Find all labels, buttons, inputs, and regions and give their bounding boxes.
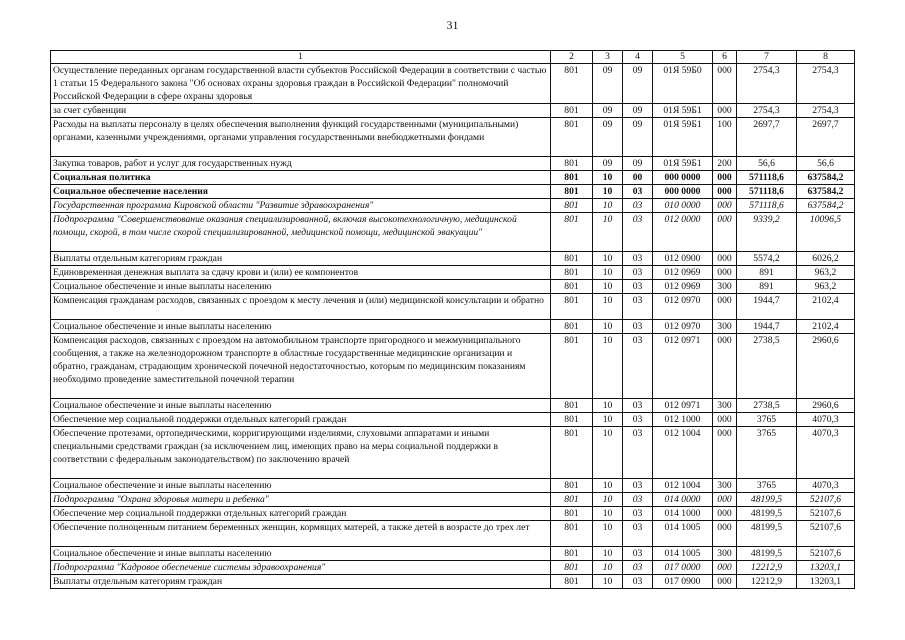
expense-type-cell: 000 <box>713 413 737 427</box>
target-article-cell: 01Я 59Б1 <box>653 118 713 157</box>
target-article-cell: 000 0000 <box>653 185 713 199</box>
subsection-code-cell: 03 <box>623 413 653 427</box>
amount-year-1-cell: 571118,6 <box>737 171 797 185</box>
target-article-cell: 017 0000 <box>653 561 713 575</box>
expense-name-cell: Обеспечение мер социальной поддержки отдельных категорий граждан <box>51 507 551 521</box>
target-article-cell: 012 0971 <box>653 399 713 413</box>
amount-year-1-cell: 12212,9 <box>737 561 797 575</box>
expense-name-cell: Социальная политика <box>51 171 551 185</box>
section-code-cell: 10 <box>593 399 623 413</box>
subsection-code-cell: 03 <box>623 521 653 547</box>
department-code-cell: 801 <box>551 427 593 479</box>
section-code-cell: 10 <box>593 199 623 213</box>
department-code-cell: 801 <box>551 521 593 547</box>
amount-year-1-cell: 48199,5 <box>737 493 797 507</box>
department-code-cell: 801 <box>551 575 593 589</box>
table-row <box>51 547 855 561</box>
section-code-cell: 10 <box>593 185 623 199</box>
subsection-code-cell: 03 <box>623 266 653 280</box>
table-row <box>51 320 855 334</box>
target-article-cell: 014 1005 <box>653 521 713 547</box>
amount-year-1-cell: 1944,7 <box>737 294 797 320</box>
amount-year-2-cell: 4070,3 <box>797 413 855 427</box>
expense-type-cell: 000 <box>713 185 737 199</box>
amount-year-2-cell: 52107,6 <box>797 493 855 507</box>
amount-year-1-cell: 891 <box>737 280 797 294</box>
department-code-cell: 801 <box>551 252 593 266</box>
subsection-code-cell: 09 <box>623 157 653 171</box>
amount-year-1-cell: 891 <box>737 266 797 280</box>
expense-type-cell: 000 <box>713 266 737 280</box>
table-row <box>51 507 855 521</box>
amount-year-1-cell: 48199,5 <box>737 507 797 521</box>
subsection-code-cell: 03 <box>623 547 653 561</box>
amount-year-2-cell: 10096,5 <box>797 213 855 252</box>
table-row <box>51 479 855 493</box>
amount-year-2-cell: 4070,3 <box>797 427 855 479</box>
amount-year-1-cell: 3765 <box>737 427 797 479</box>
expense-type-cell: 000 <box>713 521 737 547</box>
expense-name-cell: Социальное обеспечение и иные выплаты населению <box>51 479 551 493</box>
amount-year-1-cell: 2754,3 <box>737 104 797 118</box>
section-code-cell: 10 <box>593 575 623 589</box>
target-article-cell: 012 1004 <box>653 479 713 493</box>
subsection-code-cell: 03 <box>623 213 653 252</box>
department-code-cell: 801 <box>551 171 593 185</box>
section-code-cell: 10 <box>593 493 623 507</box>
expense-type-cell: 000 <box>713 493 737 507</box>
section-code-cell: 10 <box>593 479 623 493</box>
table-row <box>51 493 855 507</box>
expense-type-cell: 100 <box>713 118 737 157</box>
department-code-cell: 801 <box>551 104 593 118</box>
expense-name-cell: Социальное обеспечение населения <box>51 185 551 199</box>
amount-year-1-cell: 571118,6 <box>737 199 797 213</box>
target-article-cell: 014 0000 <box>653 493 713 507</box>
subsection-code-cell: 03 <box>623 561 653 575</box>
header-cell: 3 <box>593 51 623 64</box>
section-code-cell: 10 <box>593 171 623 185</box>
expense-name-cell: Социальное обеспечение и иные выплаты населению <box>51 399 551 413</box>
amount-year-1-cell: 2738,5 <box>737 334 797 399</box>
section-code-cell: 10 <box>593 413 623 427</box>
amount-year-1-cell: 9339,2 <box>737 213 797 252</box>
expense-name-cell: Социальное обеспечение и иные выплаты населению <box>51 547 551 561</box>
subsection-code-cell: 03 <box>623 185 653 199</box>
expense-name-cell: Обеспечение полноценным питанием беременных женщин, кормящих матерей, а также детей в возрасте до трех лет <box>51 521 551 547</box>
department-code-cell: 801 <box>551 479 593 493</box>
amount-year-2-cell: 52107,6 <box>797 521 855 547</box>
table-row <box>51 185 855 199</box>
target-article-cell: 01Я 59Б1 <box>653 157 713 171</box>
table-row <box>51 413 855 427</box>
table-row <box>51 64 855 104</box>
amount-year-2-cell: 963,2 <box>797 266 855 280</box>
department-code-cell: 801 <box>551 185 593 199</box>
expense-name-cell: Подпрограмма "Совершенствование оказания специализированной, включая высокотехнологичную, медицинской помощи, скорой, в том числе скорой специализированной, медицинской помощи, медицинской эвакуации" <box>51 213 551 252</box>
amount-year-2-cell: 963,2 <box>797 280 855 294</box>
table-row <box>51 213 855 252</box>
subsection-code-cell: 00 <box>623 171 653 185</box>
expense-type-cell: 000 <box>713 104 737 118</box>
amount-year-2-cell: 13203,1 <box>797 575 855 589</box>
expense-name-cell: Социальное обеспечение и иные выплаты населению <box>51 320 551 334</box>
subsection-code-cell: 03 <box>623 294 653 320</box>
table-row <box>51 280 855 294</box>
subsection-code-cell: 09 <box>623 104 653 118</box>
section-code-cell: 10 <box>593 280 623 294</box>
amount-year-1-cell: 2697,7 <box>737 118 797 157</box>
section-code-cell: 10 <box>593 507 623 521</box>
subsection-code-cell: 03 <box>623 493 653 507</box>
amount-year-2-cell: 2960,6 <box>797 399 855 413</box>
expense-name-cell: Выплаты отдельным категориям граждан <box>51 252 551 266</box>
section-code-cell: 09 <box>593 104 623 118</box>
section-code-cell: 10 <box>593 334 623 399</box>
amount-year-2-cell: 2754,3 <box>797 64 855 104</box>
section-code-cell: 10 <box>593 547 623 561</box>
target-article-cell: 01Я 59Б0 <box>653 64 713 104</box>
expense-name-cell: Единовременная денежная выплата за сдачу крови и (или) ее компонентов <box>51 266 551 280</box>
expense-type-cell: 300 <box>713 320 737 334</box>
amount-year-2-cell: 637584,2 <box>797 185 855 199</box>
section-code-cell: 10 <box>593 294 623 320</box>
expense-type-cell: 000 <box>713 213 737 252</box>
subsection-code-cell: 03 <box>623 252 653 266</box>
amount-year-1-cell: 2738,5 <box>737 399 797 413</box>
department-code-cell: 801 <box>551 493 593 507</box>
target-article-cell: 000 0000 <box>653 171 713 185</box>
amount-year-1-cell: 12212,9 <box>737 575 797 589</box>
expense-name-cell: Закупка товаров, работ и услуг для государственных нужд <box>51 157 551 171</box>
amount-year-1-cell: 1944,7 <box>737 320 797 334</box>
expense-name-cell: Социальное обеспечение и иные выплаты населению <box>51 280 551 294</box>
subsection-code-cell: 03 <box>623 199 653 213</box>
target-article-cell: 012 0971 <box>653 334 713 399</box>
department-code-cell: 801 <box>551 64 593 104</box>
subsection-code-cell: 03 <box>623 320 653 334</box>
department-code-cell: 801 <box>551 413 593 427</box>
subsection-code-cell: 03 <box>623 427 653 479</box>
amount-year-1-cell: 3765 <box>737 479 797 493</box>
section-code-cell: 10 <box>593 213 623 252</box>
target-article-cell: 014 1000 <box>653 507 713 521</box>
subsection-code-cell: 03 <box>623 399 653 413</box>
expense-type-cell: 000 <box>713 64 737 104</box>
amount-year-2-cell: 2102,4 <box>797 320 855 334</box>
expense-name-cell: Компенсация гражданам расходов, связанных с проездом к месту лечения и (или) медицинской консультации и обратно <box>51 294 551 320</box>
table-row <box>51 157 855 171</box>
target-article-cell: 012 1004 <box>653 427 713 479</box>
amount-year-1-cell: 48199,5 <box>737 521 797 547</box>
amount-year-1-cell: 48199,5 <box>737 547 797 561</box>
subsection-code-cell: 09 <box>623 118 653 157</box>
expense-name-cell: за счет субвенции <box>51 104 551 118</box>
amount-year-1-cell: 2754,3 <box>737 64 797 104</box>
department-code-cell: 801 <box>551 399 593 413</box>
expense-name-cell: Обеспечение протезами, ортопедическими, корригирующими изделиями, слуховыми аппаратами и иными специальными средствами граждан (за исключением лиц, имеющих право на меры социальной поддержки в соответствии с федеральным законодательством) по заключению врачей <box>51 427 551 479</box>
department-code-cell: 801 <box>551 199 593 213</box>
department-code-cell: 801 <box>551 561 593 575</box>
table-row <box>51 171 855 185</box>
amount-year-2-cell: 13203,1 <box>797 561 855 575</box>
department-code-cell: 801 <box>551 294 593 320</box>
amount-year-2-cell: 637584,2 <box>797 199 855 213</box>
expense-type-cell: 000 <box>713 507 737 521</box>
department-code-cell: 801 <box>551 320 593 334</box>
header-cell: 8 <box>797 51 855 64</box>
table-row <box>51 334 855 399</box>
amount-year-2-cell: 52107,6 <box>797 547 855 561</box>
target-article-cell: 012 0000 <box>653 213 713 252</box>
expense-name-cell: Расходы на выплаты персоналу в целях обеспечения выполнения функций государственными (муниципальными) органами, казенными учреждениями, органами управления государственными внебюджетными фондами <box>51 118 551 157</box>
expense-type-cell: 300 <box>713 547 737 561</box>
table-row <box>51 427 855 479</box>
header-cell: 1 <box>51 51 551 64</box>
table-row <box>51 118 855 157</box>
subsection-code-cell: 03 <box>623 334 653 399</box>
target-article-cell: 010 0000 <box>653 199 713 213</box>
target-article-cell: 012 0969 <box>653 280 713 294</box>
target-article-cell: 012 0970 <box>653 320 713 334</box>
target-article-cell: 012 0970 <box>653 294 713 320</box>
expense-name-cell: Обеспечение мер социальной поддержки отдельных категорий граждан <box>51 413 551 427</box>
section-code-cell: 10 <box>593 427 623 479</box>
expense-type-cell: 000 <box>713 561 737 575</box>
amount-year-1-cell: 5574,2 <box>737 252 797 266</box>
table-row <box>51 294 855 320</box>
expense-name-cell: Компенсация расходов, связанных с проездом на автомобильном транспорте пригородного и межмуниципального сообщения, а также на железнодорожном транспорте в областные государственные медицинские организации и обратно, гражданам, страдающим хронической почечной недостаточностью, которым по медицинским показаниям необходимо проведение заместительной почечной терапии <box>51 334 551 399</box>
expense-type-cell: 000 <box>713 171 737 185</box>
amount-year-2-cell: 637584,2 <box>797 171 855 185</box>
amount-year-2-cell: 2960,6 <box>797 334 855 399</box>
department-code-cell: 801 <box>551 280 593 294</box>
target-article-cell: 014 1005 <box>653 547 713 561</box>
header-cell: 6 <box>713 51 737 64</box>
subsection-code-cell: 03 <box>623 575 653 589</box>
table-row <box>51 521 855 547</box>
section-code-cell: 10 <box>593 561 623 575</box>
amount-year-2-cell: 4070,3 <box>797 479 855 493</box>
budget-table <box>50 50 855 589</box>
department-code-cell: 801 <box>551 547 593 561</box>
header-row <box>51 51 855 64</box>
amount-year-1-cell: 571118,6 <box>737 185 797 199</box>
expense-name-cell: Подпрограмма "Охрана здоровья матери и ребенка" <box>51 493 551 507</box>
expense-type-cell: 000 <box>713 575 737 589</box>
section-code-cell: 09 <box>593 64 623 104</box>
expense-type-cell: 300 <box>713 280 737 294</box>
subsection-code-cell: 03 <box>623 280 653 294</box>
table-row <box>51 575 855 589</box>
section-code-cell: 09 <box>593 118 623 157</box>
expense-name-cell: Выплаты отдельным категориям граждан <box>51 575 551 589</box>
target-article-cell: 01Я 59Б1 <box>653 104 713 118</box>
subsection-code-cell: 03 <box>623 479 653 493</box>
department-code-cell: 801 <box>551 334 593 399</box>
amount-year-2-cell: 2754,3 <box>797 104 855 118</box>
amount-year-1-cell: 56,6 <box>737 157 797 171</box>
section-code-cell: 10 <box>593 521 623 547</box>
expense-name-cell: Подпрограмма "Кадровое обеспечение системы здравоохранения" <box>51 561 551 575</box>
subsection-code-cell: 03 <box>623 507 653 521</box>
section-code-cell: 09 <box>593 157 623 171</box>
expense-type-cell: 000 <box>713 199 737 213</box>
department-code-cell: 801 <box>551 266 593 280</box>
expense-type-cell: 000 <box>713 294 737 320</box>
target-article-cell: 012 0900 <box>653 252 713 266</box>
section-code-cell: 10 <box>593 252 623 266</box>
department-code-cell: 801 <box>551 507 593 521</box>
expense-type-cell: 300 <box>713 399 737 413</box>
amount-year-2-cell: 6026,2 <box>797 252 855 266</box>
header-cell: 7 <box>737 51 797 64</box>
table-row <box>51 104 855 118</box>
expense-type-cell: 200 <box>713 157 737 171</box>
amount-year-1-cell: 3765 <box>737 413 797 427</box>
amount-year-2-cell: 56,6 <box>797 157 855 171</box>
target-article-cell: 017 0900 <box>653 575 713 589</box>
department-code-cell: 801 <box>551 213 593 252</box>
expense-type-cell: 000 <box>713 427 737 479</box>
target-article-cell: 012 1000 <box>653 413 713 427</box>
department-code-cell: 801 <box>551 157 593 171</box>
header-cell: 4 <box>623 51 653 64</box>
table-row <box>51 399 855 413</box>
amount-year-2-cell: 2102,4 <box>797 294 855 320</box>
target-article-cell: 012 0969 <box>653 266 713 280</box>
expense-type-cell: 300 <box>713 479 737 493</box>
header-cell: 5 <box>653 51 713 64</box>
table-row <box>51 561 855 575</box>
expense-name-cell: Осуществление переданных органам государственной власти субъектов Российской Федерации в соответствии с частью 1 статьи 15 Федерального закона "Об основах охраны здоровья граждан в Российской Федерации" полномочий Российской Федерации в сфере охраны здоровья <box>51 64 551 104</box>
table-row <box>51 199 855 213</box>
page-number: 31 <box>446 18 459 32</box>
expense-type-cell: 000 <box>713 252 737 266</box>
subsection-code-cell: 09 <box>623 64 653 104</box>
expense-name-cell: Государственная программа Кировской области "Развитие здравоохранения" <box>51 199 551 213</box>
expense-type-cell: 000 <box>713 334 737 399</box>
department-code-cell: 801 <box>551 118 593 157</box>
header-cell: 2 <box>551 51 593 64</box>
amount-year-2-cell: 2697,7 <box>797 118 855 157</box>
table-row <box>51 252 855 266</box>
amount-year-2-cell: 52107,6 <box>797 507 855 521</box>
table-row <box>51 266 855 280</box>
section-code-cell: 10 <box>593 266 623 280</box>
section-code-cell: 10 <box>593 320 623 334</box>
